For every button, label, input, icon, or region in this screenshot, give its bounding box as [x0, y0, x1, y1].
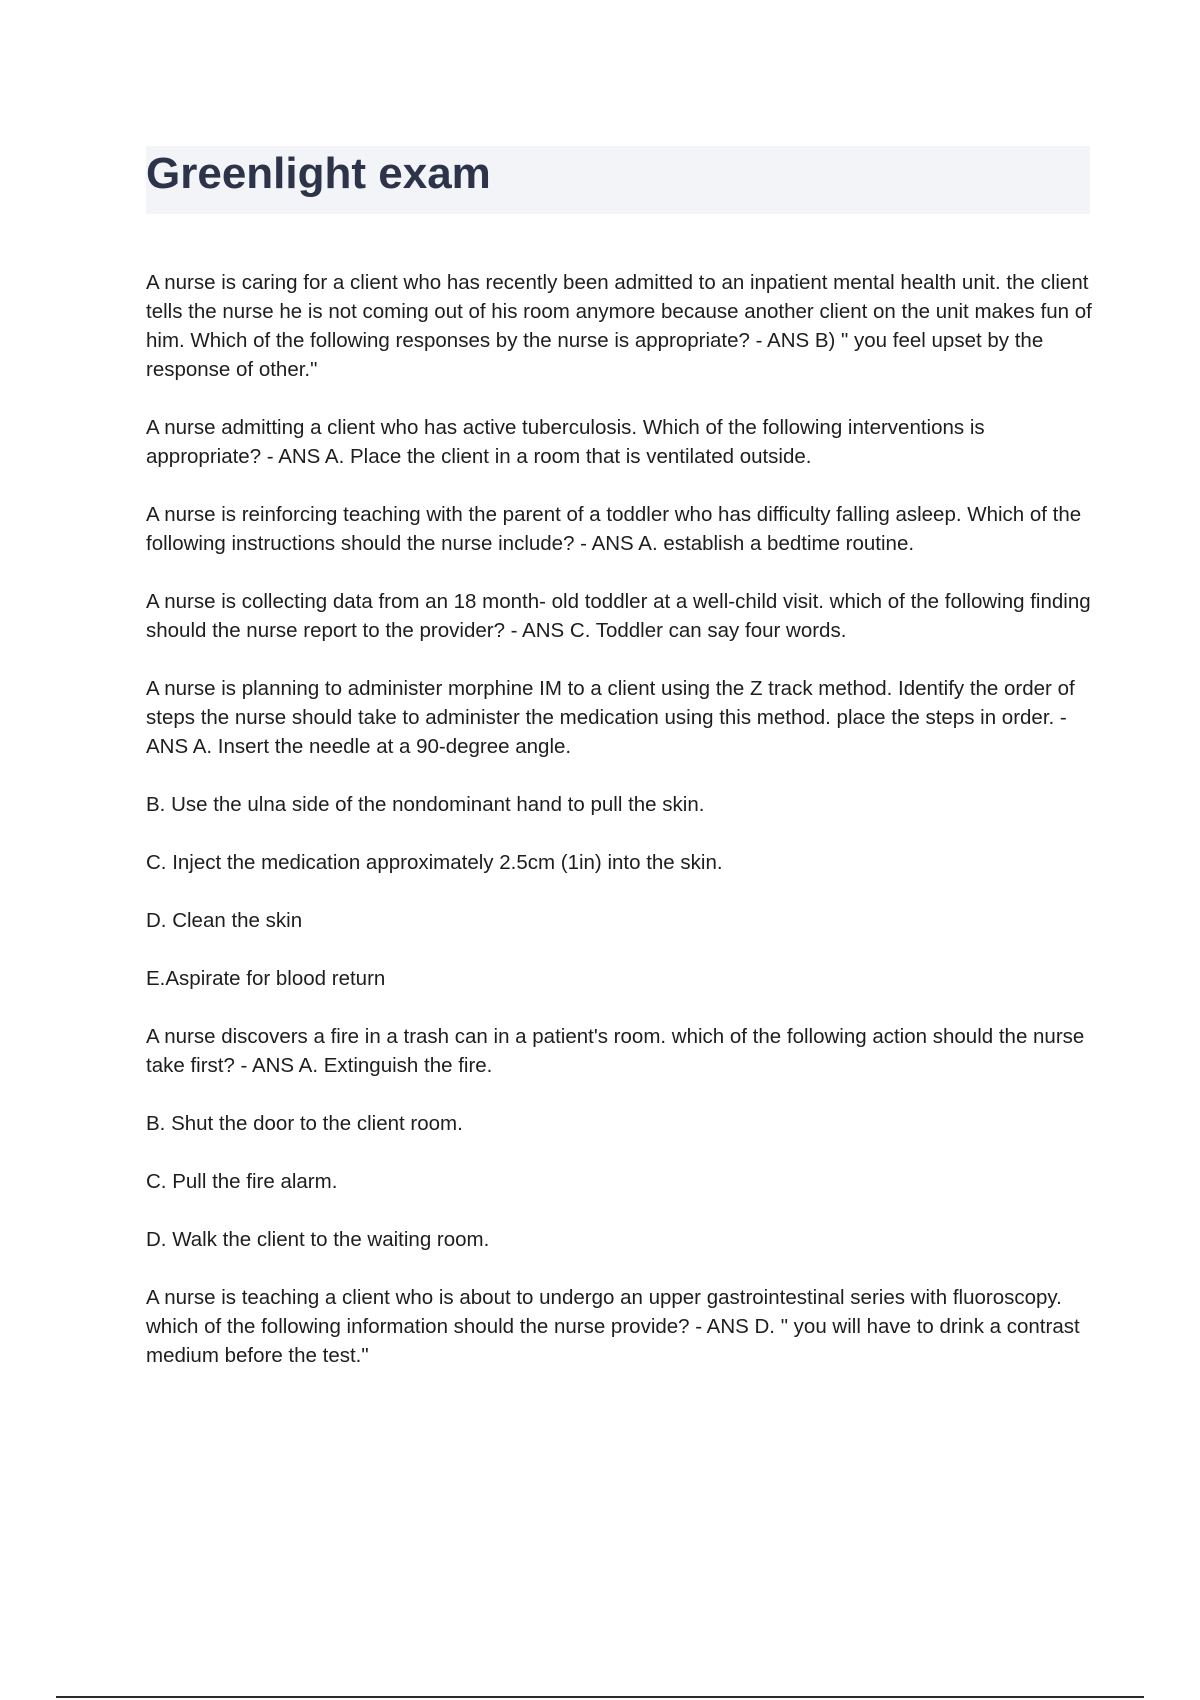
question-paragraph: A nurse is teaching a client who is about to undergo an upper gastrointestinal series with fluoroscopy. which of the following information should the nurse provide? - ANS D. " you will have to drink a contrast medium before the test."	[146, 1286, 1080, 1367]
question-paragraph: A nurse admitting a client who has active tuberculosis. Which of the following interventions is appropriate? - ANS A. Place the client in a room that is ventilated outside.	[146, 416, 985, 468]
answer-step: D. Walk the client to the waiting room.	[146, 1228, 490, 1251]
footer-divider	[56, 1696, 1144, 1698]
document-body	[146, 268, 1096, 1370]
question-paragraph: A nurse discovers a fire in a trash can in a patient's room. which of the following action should the nurse take first? - ANS A. Extinguish the fire.	[146, 1025, 1085, 1077]
document-title: Greenlight exam	[146, 149, 491, 198]
answer-step: C. Inject the medication approximately 2.5cm (1in) into the skin.	[146, 851, 723, 874]
answer-step: D. Clean the skin	[146, 909, 303, 932]
answer-step: B. Use the ulna side of the nondominant hand to pull the skin.	[146, 793, 705, 816]
title-banner	[146, 146, 1090, 214]
question-paragraph: A nurse is reinforcing teaching with the parent of a toddler who has difficulty falling asleep. Which of the following instructions should the nurse include? - ANS A. establish a bedtime routine.	[146, 503, 1082, 555]
question-paragraph: A nurse is caring for a client who has recently been admitted to an inpatient mental health unit. the client tells the nurse he is not coming out of his room anymore because another client on the unit makes fun of him. Which of the following responses by the nurse is appropriate? - ANS B) " you feel upset by the response of other."	[146, 271, 1092, 381]
answer-step: B. Shut the door to the client room.	[146, 1112, 463, 1135]
answer-step: E.Aspirate for blood return	[146, 967, 386, 990]
question-paragraph: A nurse is collecting data from an 18 month- old toddler at a well-child visit. which of the following finding should the nurse report to the provider? - ANS C. Toddler can say four words.	[146, 590, 1091, 642]
question-paragraph: A nurse is planning to administer morphine IM to a client using the Z track method. Identify the order of steps the nurse should take to administer the medication using this method. place the steps in order. - ANS A. Insert the needle at a 90-degree angle.	[146, 677, 1075, 758]
answer-step: C. Pull the fire alarm.	[146, 1170, 338, 1193]
